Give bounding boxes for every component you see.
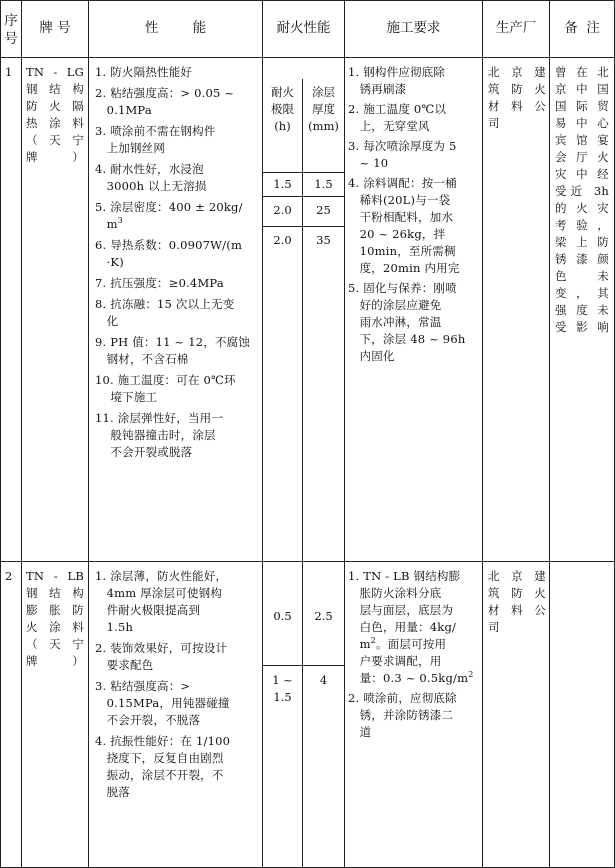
construction-item-line: 1. 钢构件应彻底除 [348,65,446,79]
performance-item-line: 振动，涂层不开裂，不 [95,768,224,782]
performance-item-line: 不会开裂，不脱落 [95,713,201,727]
fire-rule [262,226,344,227]
row2-maker [488,568,546,636]
row1-fire-limit-3: 2.0 [273,233,292,247]
maker-line: 材料公 [488,99,546,113]
rule-header [0,57,615,58]
row2-fire-limit-2: 1 ~ 1.5 [272,673,293,704]
rule-row-split [0,561,615,562]
performance-item-line: 0.1MPa [95,103,152,117]
performance-item [95,568,259,636]
construction-item-line: 道 [348,725,372,739]
maker-line: 筑防火 [488,586,546,600]
header-brand: 牌 号 [39,20,71,36]
row2-seq: 2 [5,569,13,583]
construction-item [348,138,480,172]
performance-item-line: 10. 施工温度：可在 0℃环 [95,373,236,387]
performance-item [95,199,259,233]
construction-item [348,568,480,687]
row1-seq: 1 [5,65,13,79]
note-line: 宾馆宴 [555,133,609,147]
brand-line: 火涂料 [26,620,84,634]
col-rule [21,0,22,868]
note-line: 受影响 [555,320,609,334]
fire-head-line: (h) [274,119,291,133]
row1-brand [26,64,84,166]
performance-item-line: 4. 抗振性能好：在 1/100 [95,734,231,748]
maker-line: 北京建 [488,65,546,79]
performance-item [95,296,259,330]
construction-item-line: 锈，并涂防锈漆二 [348,708,454,722]
row1-construction [348,64,480,368]
construction-item-line: 户要求调配，用 [348,654,442,668]
performance-item-line: 8. 抗冻融：15 次以上无变 [95,297,235,311]
note-line: 梁上防 [555,235,609,249]
fire-rule [262,196,344,197]
performance-item [95,372,259,406]
row1-fire-limit-1: 1.5 [273,177,292,191]
construction-item-line: 4. 涂料调配：按一桶 [348,176,457,190]
performance-item-line: 5. 涂层密度：400 ± 20kg/ [95,200,243,214]
construction-item-line: 度，20min 内用完 [348,261,460,275]
row1-fire-thick-head [303,84,344,135]
note-line: 受近 3h [555,184,609,198]
col-rule [88,0,89,868]
performance-item [95,275,259,292]
note-line: 曾在北 [555,65,609,79]
row2-performance [95,568,259,805]
performance-item-line: 1. 涂层薄，防火性能好， [95,569,228,583]
performance-item [95,640,259,674]
performance-item-line: 件耐火极限提高到 [95,603,201,617]
construction-item [348,690,480,741]
performance-item-line: 3000h 以上无溶损 [95,179,207,193]
note-line: 强度未 [555,303,609,317]
row1-fire-thick-1: 1.5 [314,177,333,191]
performance-item-line: 1. 防火隔热性能好 [95,65,193,79]
row1-fire-limit-2: 2.0 [273,203,292,217]
rule-top [0,0,615,1]
fire-rule [262,665,344,666]
performance-item-line: ·K) [95,255,124,269]
maker-line: 北京建 [488,569,546,583]
construction-item-line: 雨水冲淋，常温 [348,315,442,329]
performance-item-line: 9. PH 值：11 ~ 12，不腐蚀 [95,335,251,349]
performance-item-line: $m^3$ [95,216,123,231]
note-line: 变，其 [555,286,609,300]
construction-item-line: 锈再刷漆 [348,82,407,96]
performance-item-line: 7. 抗压强度：≥0.4MPa [95,276,224,290]
construction-item-line: 稀料(20L)与一袋 [348,193,451,207]
performance-item-line: 2. 装饰效果好，可按设计 [95,641,228,655]
construction-item-line: 干粉相配料，加水 [348,210,454,224]
brand-line: 热涂料 [26,116,84,130]
row2-brand [26,568,84,670]
fire-head-line: 厚度 [312,102,335,116]
construction-item-line: $m^2$。面层可按用 [348,636,447,651]
maker-line: 材料公 [488,603,546,617]
performance-item-line: 3. 粘结强度高：> [95,679,191,693]
brand-line: 牌） [26,654,84,668]
note-line: 易中心 [555,116,609,130]
row2-fire-thick-1: 2.5 [314,609,333,623]
col-rule [549,0,550,868]
performance-item-line: 0.15MPa，用钝器碰撞 [95,696,230,710]
performance-item-line: 4mm 厚涂层可使钢构 [95,586,223,600]
performance-item-line: 境下施工 [95,390,158,404]
performance-item-line: 般钝器撞击时，涂层 [95,428,216,442]
construction-item-line: 上，无穿堂风 [348,119,430,133]
performance-item-line: 4. 耐水性好，水浸泡 [95,162,204,176]
construction-item-line: 3. 每次喷涂厚度为 5 [348,139,457,153]
construction-item-line: 内固化 [348,349,395,363]
performance-item [95,123,259,157]
performance-item [95,733,259,801]
performance-item [95,64,259,81]
construction-item-line: 胀防火涂料分底 [348,586,442,600]
brand-line: （天宁 [26,133,84,147]
col-rule [344,0,345,868]
construction-item-line: 白色，用量：4kg/ [348,620,457,634]
brand-line: TN - LG [26,65,84,79]
brand-line: 钢结构 [26,586,84,600]
construction-item-line: 2. 喷涂前，应彻底除 [348,691,457,705]
row1-fire-thick-2: 25 [316,203,331,217]
fire-head-line: 涂层 [312,85,335,99]
note-line: 灾中经 [555,167,609,181]
col-rule-fire-mid [302,79,303,867]
header-construction: 施工要求 [386,20,441,36]
brand-line: 牌） [26,150,84,164]
col-rule [0,0,1,868]
construction-item-line: 量：0.3 ~ $0.5kg/m^2$ [348,670,474,685]
maker-line: 筑防火 [488,82,546,96]
brand-line: 防火隔 [26,99,84,113]
row1-performance [95,64,259,465]
performance-item [95,237,259,271]
note-line: 的火灾 [555,201,609,215]
construction-item-line: 下，涂层 48 ~ 96h [348,332,466,346]
maker-line: 司 [488,116,500,130]
row2-fire-limit-1: 0.5 [273,609,292,623]
row2-construction [348,568,480,744]
header-fire: 耐火性能 [276,20,331,36]
note-line: 色未 [555,269,609,283]
brand-line: 膨胀防 [26,603,84,617]
row1-note [555,64,609,336]
maker-line: 司 [488,620,500,634]
performance-item-line: 6. 导热系数：0.0907W/(m [95,238,243,252]
note-line: 会厅火 [555,150,609,164]
construction-item-line: 10min，至所需稠 [348,244,456,258]
fire-head-line: (mm) [308,119,339,133]
construction-item [348,280,480,365]
row1-fire-limit-head [263,84,302,135]
performance-item [95,161,259,195]
construction-item-line: 5. 固化与保养：刚喷 [348,281,457,295]
performance-item-line: 3. 喷涂前不需在钢构件 [95,124,216,138]
brand-line: （天宁 [26,637,84,651]
header-performance: 性 能 [144,20,207,36]
performance-item-line: 钢材，不含石棉 [95,352,189,366]
header-note: 备 注 [564,20,600,36]
note-line: 国际贸 [555,99,609,113]
construction-item-line: 20 ~ 26kg，拌 [348,227,446,241]
construction-item-line: 层与面层，底层为 [348,603,454,617]
note-line: 京中国 [555,82,609,96]
construction-item [348,64,480,98]
performance-item [95,410,259,461]
header-maker: 生产厂 [495,20,537,36]
performance-item-line: 1.5h [95,620,134,634]
performance-item-line: 2. 粘结强度高：> 0.05 ~ [95,86,235,100]
construction-item-line: 1. TN - LB 钢结构膨 [348,569,461,583]
performance-item [95,678,259,729]
note-line: 考验， [555,218,609,232]
fire-head-line: 耐火 [271,85,294,99]
performance-item-line: 化 [95,314,119,328]
performance-item-line: 上加钢丝网 [95,141,166,155]
header-seq: 序号 [4,13,18,47]
performance-item-line: 11. 涂层弹性好，当用一 [95,411,224,425]
brand-line: TN - LB [26,569,84,583]
fire-rule [262,172,344,173]
row1-fire-thick-3: 35 [316,233,331,247]
performance-item-line: 脱落 [95,785,130,799]
performance-item [95,334,259,368]
construction-item [348,175,480,277]
construction-item [348,101,480,135]
fire-head-line: 极限 [271,102,294,116]
performance-item-line: 要求配色 [95,658,154,672]
row1-maker [488,64,546,132]
performance-item-line: 不会开裂或脱落 [95,445,193,459]
performance-item [95,85,259,119]
col-rule [482,0,483,868]
row2-fire-thick-2: 4 [319,673,328,687]
performance-item-line: 挠度下，反复自由剧烈 [95,751,224,765]
note-line: 锈漆颜 [555,252,609,266]
construction-item-line: 好的涂层应避免 [348,298,442,312]
construction-item-line: ~ 10 [348,156,389,170]
brand-line: 钢结构 [26,82,84,96]
construction-item-line: 2. 施工温度 0℃以 [348,102,447,116]
